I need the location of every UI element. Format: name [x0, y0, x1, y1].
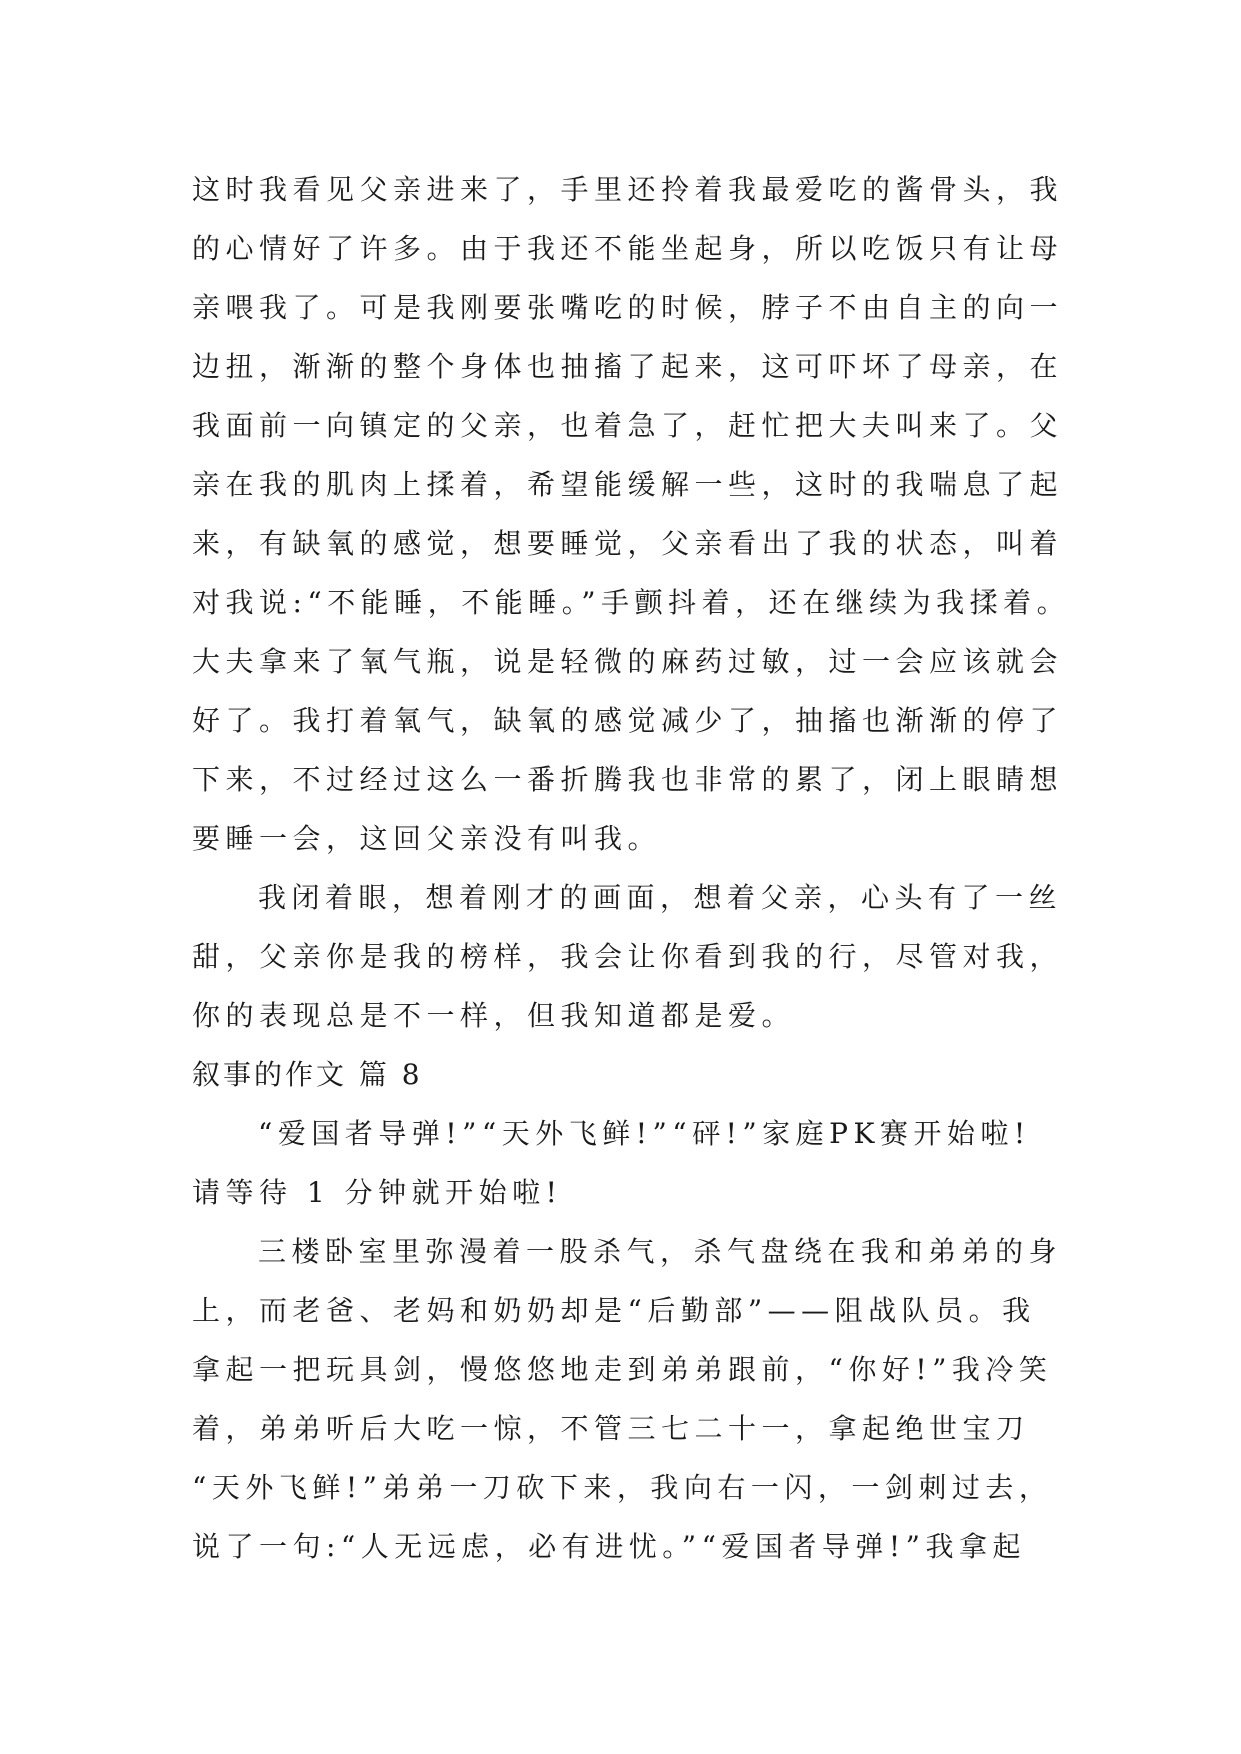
document-page [192, 160, 1071, 1576]
text-line: 着，弟弟听后大吃一惊，不管三七二十一，拿起绝世宝刀 [192, 1412, 1030, 1445]
text-line: 我闭着眼，想着刚才的画面，想着父亲，心头有了一丝 [258, 881, 1063, 914]
text-line: 下来，不过经过这么一番折腾我也非常的累了，闭上眼睛想 [192, 763, 1064, 796]
paragraph-1 [192, 160, 1071, 868]
paragraph-2 [192, 868, 1064, 1045]
text-line: 三楼卧室里弥漫着一股杀气，杀气盘绕在我和弟弟的身 [258, 1235, 1063, 1268]
text-line: 这时我看见父亲进来了，手里还拎着我最爱吃的酱骨头，我 [192, 173, 1064, 206]
text-line: 拿起一把玩具剑，慢悠悠地走到弟弟跟前，“你好!”我冷笑 [192, 1353, 1053, 1386]
text-line: 亲喂我了。可是我刚要张嘴吃的时候，脖子不由自主的向一 [192, 291, 1064, 324]
text-line: 边扭，渐渐的整个身体也抽搐了起来，这可吓坏了母亲，在 [192, 350, 1064, 383]
section-heading: 叙事的作文 篇 8 [192, 1058, 423, 1091]
text-line: 上，而老爸、老妈和奶奶却是“后勤部”——阻战队员。我 [192, 1294, 1036, 1327]
text-line: 我面前一向镇定的父亲，也着急了，赶忙把大夫叫来了。父 [192, 409, 1064, 442]
text-line: 甜，父亲你是我的榜样，我会让你看到我的行，尽管对我， [192, 940, 1064, 973]
text-line: “天外飞鲜!”弟弟一刀砍下来，我向右一闪，一剑刺过去， [192, 1471, 1053, 1504]
text-line: 要睡一会，这回父亲没有叫我。 [192, 822, 662, 855]
text-line: 大夫拿来了氧气瓶，说是轻微的麻药过敏，过一会应该就会 [192, 645, 1064, 678]
paragraph-4 [192, 1222, 1063, 1576]
text-line: 的心情好了许多。由于我还不能坐起身，所以吃饭只有让母 [192, 232, 1064, 265]
text-line: “爱国者导弹!”“天外飞鲜!”“砰!”家庭PK赛开始啦! [258, 1117, 1031, 1150]
text-line: 对我说:“不能睡，不能睡。”手颤抖着，还在继续为我揉着。 [192, 586, 1071, 619]
text-line: 你的表现总是不一样，但我知道都是爱。 [192, 999, 796, 1032]
paragraph-3 [192, 1104, 1052, 1222]
text-line: 请等待 1 分钟就开始啦! [192, 1176, 563, 1209]
text-line: 亲在我的肌肉上揉着，希望能缓解一些，这时的我喘息了起 [192, 468, 1064, 501]
text-line: 好了。我打着氧气，缺氧的感觉减少了，抽搐也渐渐的停了 [192, 704, 1064, 737]
text-line: 说了一句:“人无远虑，必有进忧。”“爱国者导弹!”我拿起 [192, 1530, 1026, 1563]
text-line: 来，有缺氧的感觉，想要睡觉，父亲看出了我的状态，叫着 [192, 527, 1064, 560]
